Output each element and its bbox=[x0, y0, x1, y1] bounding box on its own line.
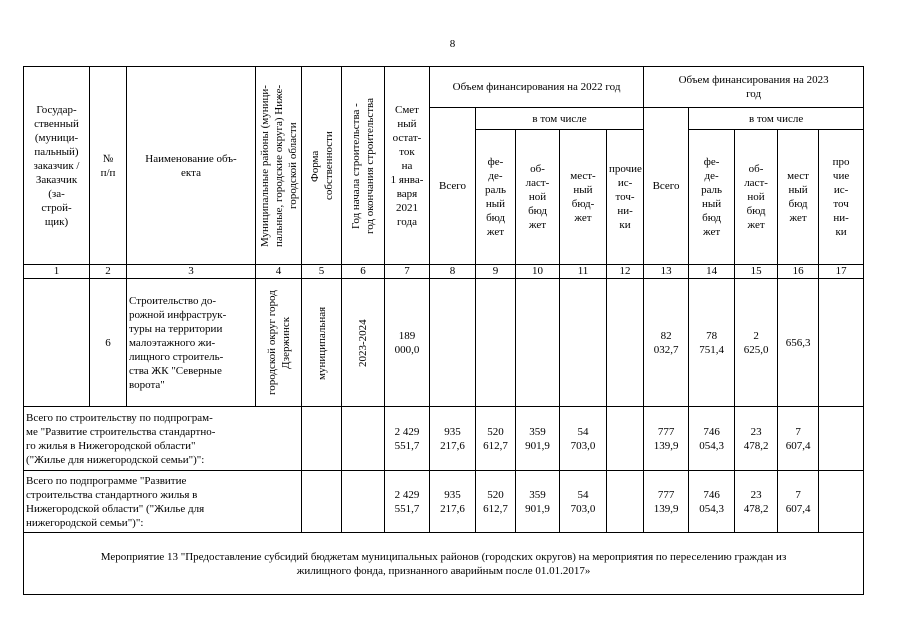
total-subprogram-total-2023: 777 139,9 bbox=[644, 471, 689, 533]
column-number: 16 bbox=[778, 265, 819, 279]
column-number: 6 bbox=[342, 265, 385, 279]
header-including-2022: в том числе bbox=[476, 108, 644, 130]
table-row-object bbox=[24, 279, 864, 407]
total-construction-balance: 2 429 551,7 bbox=[385, 407, 430, 471]
object-total-2022 bbox=[430, 279, 476, 407]
header-other-2023: про чие ис- точ ни- ки bbox=[819, 130, 864, 265]
measure-text: Мероприятие 13 "Предоставление субсидий бюджетам муниципальных районов (городских округов) на мероприятия по переселению граждан из жилищного фонда, признанного аварийным после 01.01.2017» bbox=[24, 533, 864, 595]
object-name: Строительство до- рожной инфраструк- туры на территории малоэтажного жи- лищного строитель- ства ЖК "Северные ворота" bbox=[127, 279, 256, 407]
total-construction-local-2022: 54 703,0 bbox=[560, 407, 607, 471]
header-federal-2022: фе- де- раль ный бюд жет bbox=[476, 130, 516, 265]
header-districts-cell bbox=[256, 67, 302, 265]
object-total-2023: 82 032,7 bbox=[644, 279, 689, 407]
object-federal-2022 bbox=[476, 279, 516, 407]
total-construction-other-2022 bbox=[607, 407, 644, 471]
total-construction-federal-2022: 520 612,7 bbox=[476, 407, 516, 471]
page-number: 8 bbox=[449, 38, 456, 50]
table-row-total-construction bbox=[24, 407, 864, 471]
total-subprogram-federal-2023: 746 054,3 bbox=[689, 471, 735, 533]
object-federal-2023: 78 751,4 bbox=[689, 279, 735, 407]
header-including-2023: в том числе bbox=[689, 108, 864, 130]
total-subprogram-local-2022: 54 703,0 bbox=[560, 471, 607, 533]
column-number: 12 bbox=[607, 265, 644, 279]
header-total-2023: Всего bbox=[644, 108, 689, 265]
total-construction-total-2023: 777 139,9 bbox=[644, 407, 689, 471]
column-number: 11 bbox=[560, 265, 607, 279]
header-regional-2023: об- ласт- ной бюд жет bbox=[735, 130, 778, 265]
total-subprogram-other-2023 bbox=[819, 471, 864, 533]
header-total-2022: Всего bbox=[430, 108, 476, 265]
header-years-cell bbox=[342, 67, 385, 265]
object-district-cell bbox=[256, 279, 302, 407]
column-numbers-row bbox=[24, 265, 864, 279]
object-years-cell bbox=[342, 279, 385, 407]
header-federal-2023: фе- де- раль ный бюд жет bbox=[689, 130, 735, 265]
header-balance: Смет ный остат- ток на 1 янва- варя 2021 года bbox=[385, 67, 430, 265]
header-num: № п/п bbox=[90, 67, 127, 265]
column-number: 2 bbox=[90, 265, 127, 279]
header-fin-2023: Объем финансирования на 2023 год bbox=[644, 67, 864, 108]
column-number: 15 bbox=[735, 265, 778, 279]
total-subprogram-regional-2023: 23 478,2 bbox=[735, 471, 778, 533]
financing-table bbox=[23, 66, 864, 595]
empty-cell bbox=[302, 407, 342, 471]
object-years: 2023-2024 bbox=[357, 318, 369, 367]
total-construction-label: Всего по строительству по подпрограм- ме "Развитие строительства стандартно- го жилья в Нижегородской области" ("Жилье для нижегородской семьи")": bbox=[24, 407, 302, 471]
column-number: 10 bbox=[516, 265, 560, 279]
object-other-2023 bbox=[819, 279, 864, 407]
total-subprogram-other-2022 bbox=[607, 471, 644, 533]
empty-cell bbox=[302, 471, 342, 533]
table-row-measure bbox=[24, 533, 864, 595]
column-number: 9 bbox=[476, 265, 516, 279]
header-fin-2022: Объем финансирования на 2022 год bbox=[430, 67, 644, 108]
header-districts: Муниципальные районы (муници- пальные, городские округа) Ниже- городской области bbox=[258, 84, 299, 247]
header-ownership-cell bbox=[302, 67, 342, 265]
header-object-name: Наименование объ- екта bbox=[127, 67, 256, 265]
header-ownership: Форма собственности bbox=[308, 131, 335, 200]
total-subprogram-total-2022: 935 217,6 bbox=[430, 471, 476, 533]
column-number: 1 bbox=[24, 265, 90, 279]
object-num: 6 bbox=[90, 279, 127, 407]
total-subprogram-regional-2022: 359 901,9 bbox=[516, 471, 560, 533]
total-construction-federal-2023: 746 054,3 bbox=[689, 407, 735, 471]
object-customer bbox=[24, 279, 90, 407]
column-number: 17 bbox=[819, 265, 864, 279]
object-regional-2022 bbox=[516, 279, 560, 407]
total-subprogram-balance: 2 429 551,7 bbox=[385, 471, 430, 533]
object-local-2022 bbox=[560, 279, 607, 407]
header-local-2022: мест- ный бюд- жет bbox=[560, 130, 607, 265]
total-construction-other-2023 bbox=[819, 407, 864, 471]
object-balance: 189 000,0 bbox=[385, 279, 430, 407]
column-number: 3 bbox=[127, 265, 256, 279]
object-district: городской округ город Дзержинск bbox=[265, 290, 292, 395]
empty-cell bbox=[342, 471, 385, 533]
column-number: 8 bbox=[430, 265, 476, 279]
header-years: Год начала строительства - год окончания строительства bbox=[350, 97, 376, 234]
column-number: 4 bbox=[256, 265, 302, 279]
column-number: 13 bbox=[644, 265, 689, 279]
total-subprogram-local-2023: 7 607,4 bbox=[778, 471, 819, 533]
empty-cell bbox=[342, 407, 385, 471]
total-construction-regional-2022: 359 901,9 bbox=[516, 407, 560, 471]
total-construction-regional-2023: 23 478,2 bbox=[735, 407, 778, 471]
header-local-2023: мест ный бюд жет bbox=[778, 130, 819, 265]
table-row-total-subprogram bbox=[24, 471, 864, 533]
total-subprogram-federal-2022: 520 612,7 bbox=[476, 471, 516, 533]
header-other-2022: прочие ис- точ- ни- ки bbox=[607, 130, 644, 265]
object-ownership-cell bbox=[302, 279, 342, 407]
total-construction-local-2023: 7 607,4 bbox=[778, 407, 819, 471]
object-local-2023: 656,3 bbox=[778, 279, 819, 407]
header-regional-2022: об- ласт- ной бюд жет bbox=[516, 130, 560, 265]
header-customer: Государ- ственный (муници- пальный) заказчик / Заказчик (за- строй- щик) bbox=[24, 67, 90, 265]
column-number: 14 bbox=[689, 265, 735, 279]
total-construction-total-2022: 935 217,6 bbox=[430, 407, 476, 471]
column-number: 5 bbox=[302, 265, 342, 279]
column-number: 7 bbox=[385, 265, 430, 279]
object-other-2022 bbox=[607, 279, 644, 407]
object-ownership: муниципальная bbox=[315, 305, 328, 380]
total-subprogram-label: Всего по подпрограмме "Развитие строительства стандартного жилья в Нижегородской области" ("Жилье для нижегородской семьи")": bbox=[24, 471, 302, 533]
object-regional-2023: 2 625,0 bbox=[735, 279, 778, 407]
